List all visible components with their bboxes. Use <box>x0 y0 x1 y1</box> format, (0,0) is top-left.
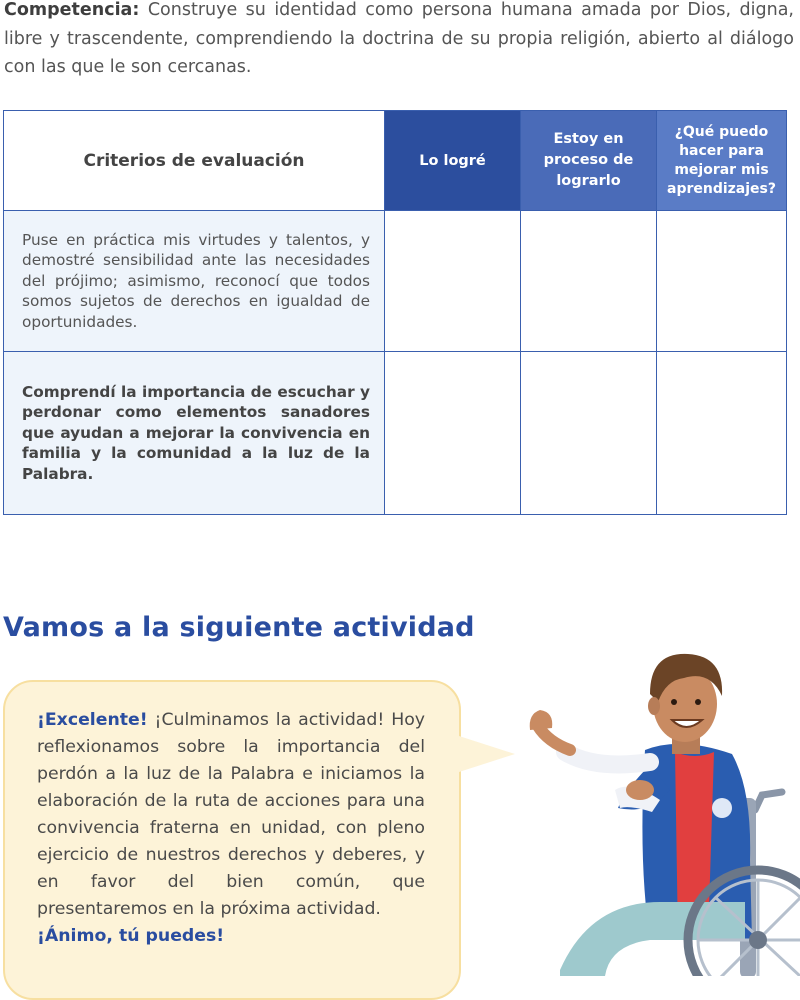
criterion-cell: Comprendí la importancia de escuchar y perdonar como elementos sanadores que ayudan a mejorar la convivencia en familia y la comunidad a la luz de la Palabra. <box>4 352 385 515</box>
header-en-proceso: Estoy en proceso de lograrlo <box>521 111 657 211</box>
cell-mejorar[interactable] <box>657 211 787 352</box>
bubble-lead: ¡Excelente! <box>37 710 148 730</box>
table-row <box>4 211 787 352</box>
competencia-text: Construye su identidad como persona humana amada por Dios, digna, libre y trascendente, comprendiendo la doctrina de su propia religión, abierto al diálogo con las que le son cercanas. <box>4 0 794 77</box>
table-row <box>4 352 787 515</box>
criterion-cell: Puse en práctica mis virtudes y talentos, y demostré sensibilidad ante las necesidades del prójimo; asimismo, reconocí que todos somos sujetos de derechos en igualdad de oportunidades. <box>4 211 385 352</box>
competencia-label: Competencia: <box>4 0 140 20</box>
section-title: Vamos a la siguiente actividad <box>3 612 475 643</box>
cell-lo-logre[interactable] <box>385 352 521 515</box>
cell-en-proceso[interactable] <box>521 352 657 515</box>
cell-en-proceso[interactable] <box>521 211 657 352</box>
table-header-row <box>4 111 787 211</box>
speech-bubble-text <box>37 707 425 950</box>
cell-lo-logre[interactable] <box>385 211 521 352</box>
competencia-paragraph <box>4 0 794 82</box>
bubble-closing: ¡Ánimo, tú puedes! <box>37 926 225 946</box>
header-lo-logre: Lo logré <box>385 111 521 211</box>
header-que-puedo-mejorar: ¿Qué puedo hacer para mejorar mis aprendizajes? <box>657 111 787 211</box>
header-criterios: Criterios de evaluación <box>4 111 385 211</box>
cell-mejorar[interactable] <box>657 352 787 515</box>
student-wheelchair-illustration <box>500 640 800 976</box>
evaluation-table <box>3 110 787 515</box>
bubble-body: ¡Culminamos la actividad! Hoy reflexionamos sobre la importancia del perdón a la luz de la Palabra e iniciamos la elaboración de la ruta de acciones para una convivencia fraterna en unidad, con pleno ejercicio de nuestros derechos y deberes, y en favor del bien común, que presentaremos en la próxima actividad. <box>37 710 425 919</box>
